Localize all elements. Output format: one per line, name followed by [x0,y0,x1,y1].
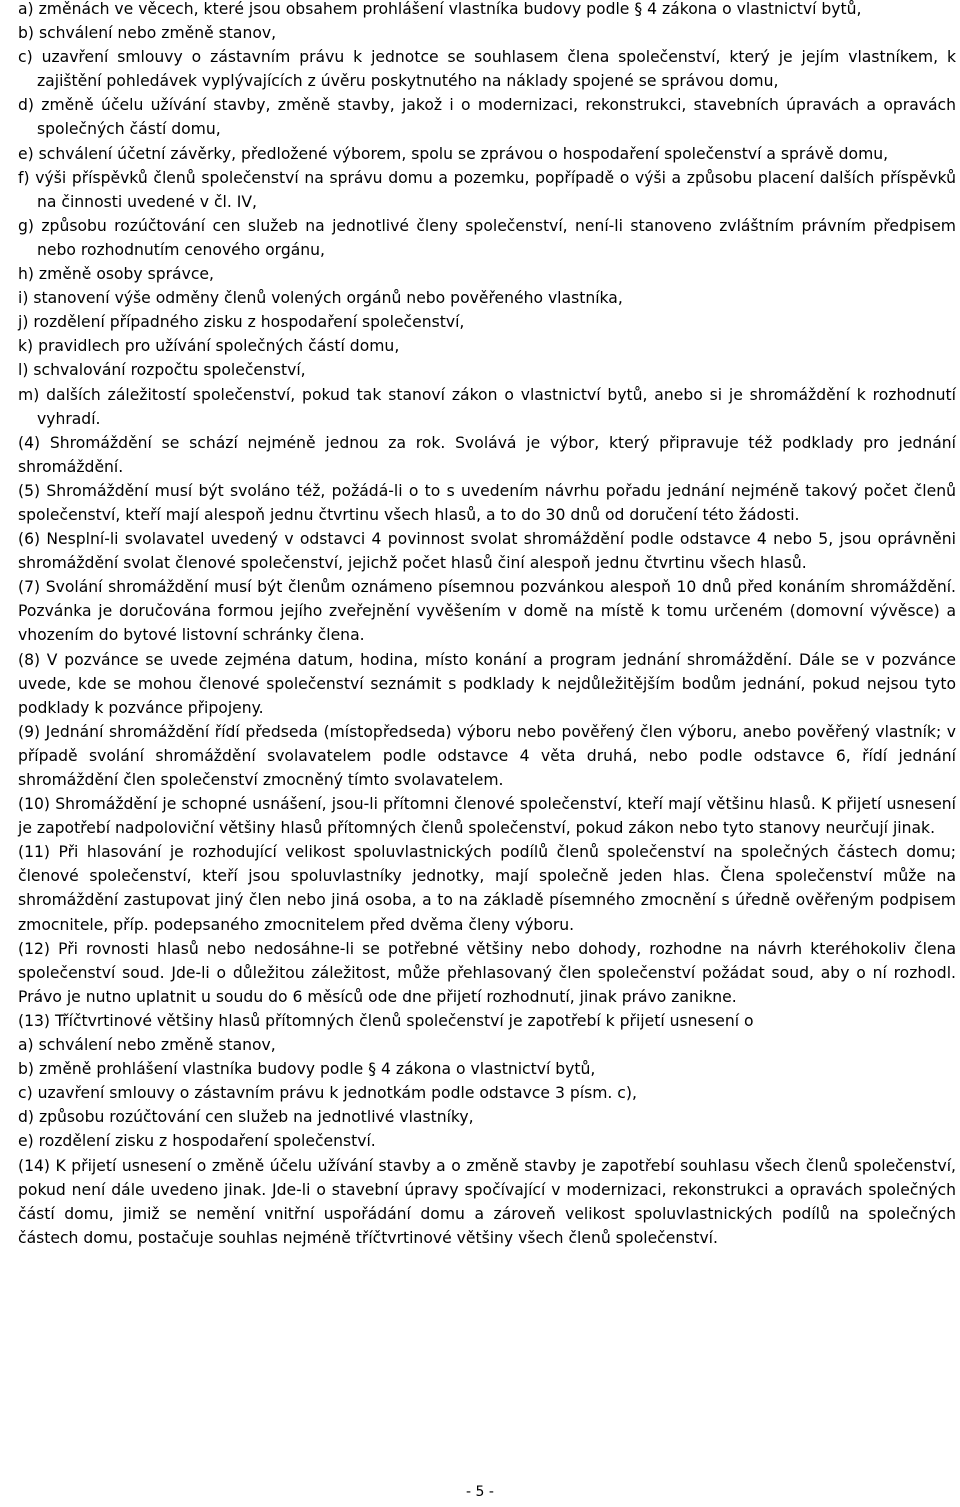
list-item-b: b) schválení nebo změně stanov, [18,24,277,43]
list-item-h: h) změně osoby správce, [18,265,214,284]
list-item-c: c) uzavření smlouvy o zástavním právu k jednotce se souhlasem člena společenství, který je jejím vlastníkem, k zajištění pohledávek vyplývajících z úvěru poskytnutého na náklady spojené se správou domu, [18,48,956,91]
paragraph-4: (4) Shromáždění se schází nejméně jednou za rok. Svolává je výbor, který připravuje též podklady pro jednání shromáždění. [18,433,956,476]
paragraph-14: (14) K přijetí usnesení o změně účelu užívání stavby a o změně stavby je zapotřebí souhlasu všech členů společenství, pokud není dále uvedeno jinak. Jde-li o stavební úpravy spočívající v modernizaci, rekonstrukci a opravách společných částí domu, jimiž se nemění vnitřní uspořádání domu a zároveň velikost spoluvlastnických podílů na společných částech domu, postačuje souhlas nejméně tříčtvrtinové většiny všech členů společenství. [18,1156,956,1247]
list-item-13b: b) změně prohlášení vlastníka budovy podle § 4 zákona o vlastnictví bytů, [18,1060,596,1079]
list-item-j: j) rozdělení případného zisku z hospodaření společenství, [18,313,465,332]
list-item-13e: e) rozdělení zisku z hospodaření společenství. [18,1132,376,1151]
list-item-g: g) způsobu rozúčtování cen služeb na jednotlivé členy společenství, není-li stanoveno zvláštním právním předpisem nebo rozhodnutím cenového orgánu, [18,216,956,259]
page-number: - 5 - [466,1484,494,1500]
list-item-f: f) výši příspěvků členů společenství na správu domu a pozemku, popřípadě o výši a způsobu placení dalších příspěvků na činnosti uvedené v čl. IV, [18,168,956,211]
paragraph-8: (8) V pozvánce se uvede zejména datum, hodina, místo konání a program jednání shromáždění. Dále se v pozvánce uvede, kde se mohou členové společenství seznámit s podklady k nejdůležitějším bodům jednání, pokud nejsou tyto podklady k pozvánce připojeny. [18,650,956,717]
paragraph-9: (9) Jednání shromáždění řídí předseda (místopředseda) výboru nebo pověřený člen výboru, anebo pověřený vlastník; v případě svolání shromáždění svolavatelem podle odstavce 4 věta druhá, nebo podle odstavce 6, řídí jednání shromáždění člen společenství zmocněný tímto svolavatelem. [18,722,956,789]
list-item-13a: a) schválení nebo změně stanov, [18,1036,276,1055]
paragraph-10: (10) Shromáždění je schopné usnášení, jsou-li přítomni členové společenství, kteří mají většinu hlasů. K přijetí usnesení je zapotřebí nadpoloviční většiny hlasů přítomných členů společenství, pokud zákon nebo tyto stanovy neurčují jinak. [18,795,956,838]
list-item-d: d) změně účelu užívání stavby, změně stavby, jakož i o modernizaci, rekonstrukci, stavebních úpravách a opravách společných částí domu, [18,96,956,139]
paragraph-13: (13) Tříčtvrtinové většiny hlasů přítomných členů společenství je zapotřebí k přijetí usnesení o [18,1011,754,1030]
paragraph-11: (11) Při hlasování je rozhodující velikost spoluvlastnických podílů členů společenství na společných částech domu; členové společenství, kteří jsou spoluvlastníky jednotky, mají společně jeden hlas. Člena společenství může na shromáždění zastupovat jiný člen nebo jiná osoba, a to na základě písemného zmocnění s úředně ověřeným podpisem zmocnitele, příp. podepsaného zmocnitelem před dvěma členy výboru. [18,843,956,934]
paragraph-7: (7) Svolání shromáždění musí být členům oznámeno písemnou pozvánkou alespoň 10 dnů před konáním shromáždění. Pozvánka je doručována formou jejího zveřejnění vyvěšením v domě na místě k tomu určeném (domovní vývěsce) a vhozením do bytové listovní schránky člena. [18,578,956,645]
paragraph-12: (12) Při rovnosti hlasů nebo nedosáhne-li se potřebné většiny nebo dohody, rozhodne na návrh kteréhokoliv člena společenství soud. Jde-li o důležitou záležitost, může přehlasovaný člen společenství požádat soud, aby o ní rozhodl. Právo je nutno uplatnit u soudu do 6 měsíců ode dne přijetí rozhodnutí, jinak právo zanikne. [18,939,956,1006]
list-item-13d: d) způsobu rozúčtování cen služeb na jednotlivé vlastníky, [18,1108,474,1127]
document-body [18,0,956,1250]
paragraph-6: (6) Nesplní-li svolavatel uvedený v odstavci 4 povinnost svolat shromáždění podle odstavce 4 nebo 5, jsou oprávněni shromáždění svolat členové společenství, jejichž počet hlasů činí alespoň jednu čtvrtinu všech hlasů. [18,530,956,573]
list-item-a: a) změnách ve věcech, které jsou obsahem prohlášení vlastníka budovy podle § 4 zákona o vlastnictví bytů, [18,0,862,18]
list-item-e: e) schválení účetní závěrky, předložené výborem, spolu se zprávou o hospodaření společenství a správě domu, [18,144,889,163]
list-item-i: i) stanovení výše odměny členů volených orgánů nebo pověřeného vlastníka, [18,289,623,308]
list-item-l: l) schvalování rozpočtu společenství, [18,361,306,380]
list-item-m: m) dalších záležitostí společenství, pokud tak stanoví zákon o vlastnictví bytů, anebo si je shromáždění k rozhodnutí vyhradí. [18,385,956,428]
list-item-13c: c) uzavření smlouvy o zástavním právu k jednotkám podle odstavce 3 písm. c), [18,1084,637,1103]
paragraph-5: (5) Shromáždění musí být svoláno též, požádá-li o to s uvedením návrhu pořadu jednání nejméně takový počet členů společenství, kteří mají alespoň jednu čtvrtinu všech hlasů, a to do 30 dnů od doručení této žádosti. [18,481,956,524]
list-item-k: k) pravidlech pro užívání společných částí domu, [18,337,400,356]
